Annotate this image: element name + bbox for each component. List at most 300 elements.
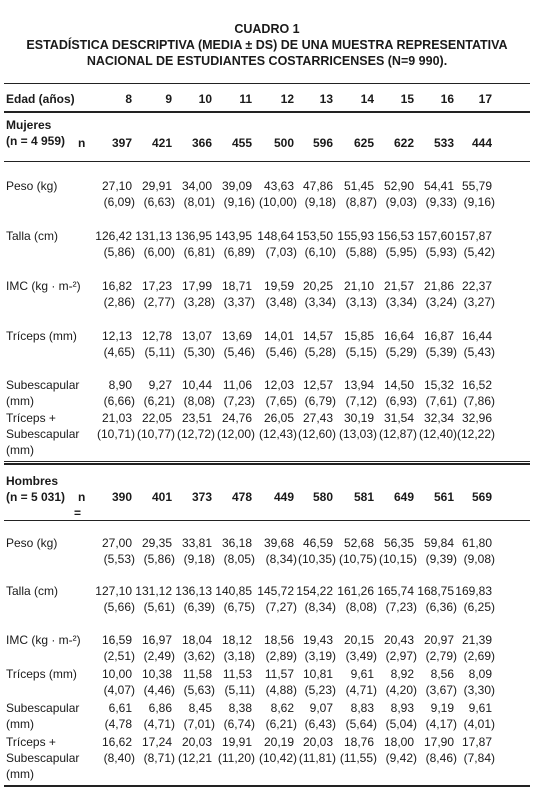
table-title-line-2: NACIONAL DE ESTUDIANTES COSTARRICENSES (N=9 990). [86,54,448,68]
sd-cell: (2,51) [103,649,135,663]
mean-cell: 54,41 [423,179,454,193]
mean-cell: 22,37 [461,279,492,293]
mean-cell: 13,07 [181,329,212,343]
mean-cell: 31,54 [383,411,414,425]
mean-cell: 9,27 [148,378,172,392]
mean-cell: 18,56 [263,633,294,647]
n-label: n [78,136,86,150]
row-label: Peso (kg) [6,179,58,193]
mean-cell: 13,69 [221,329,252,343]
count-cell: 366 [191,136,212,150]
n-label: n [78,490,86,504]
count-cell: 500 [273,136,294,150]
mean-cell: 21,86 [423,279,454,293]
row-label: Peso (kg) [6,536,58,550]
sd-cell: (12,72) [176,427,215,441]
count-cell: 580 [312,490,333,504]
row-label: Tríceps (mm) [6,329,77,343]
mean-cell: 131,13 [135,229,172,243]
mean-cell: 168,75 [417,584,454,598]
mean-cell: 27,43 [302,411,333,425]
count-cell: 622 [393,136,414,150]
mean-cell: 27,00 [101,536,132,550]
count-cell: 533 [433,136,454,150]
sd-cell: (8,01) [183,195,215,209]
mean-cell: 9,07 [309,701,333,715]
mean-cell: 59,84 [423,536,454,550]
header-age-16: 16 [440,92,454,106]
sd-cell: (6,21) [143,394,175,408]
sd-cell: (5,86) [143,552,175,566]
mean-cell: 8,45 [188,701,212,715]
sd-cell: (12,40) [418,427,457,441]
table-rule [4,463,530,465]
sd-cell: (5,11) [144,345,175,359]
count-cell: 444 [471,136,492,150]
mean-cell: 10,00 [101,667,132,681]
mean-cell: 17,24 [141,735,172,749]
sd-cell: (7,12) [345,394,377,408]
mean-cell: 20,19 [263,735,294,749]
mean-cell: 20,97 [423,633,454,647]
mean-cell: 16,82 [101,279,132,293]
mean-cell: 126,42 [95,229,132,243]
mean-cell: 20,25 [302,279,333,293]
header-age-8: 8 [125,92,132,106]
table-rule [4,461,530,462]
sd-cell: (3,62) [183,649,215,663]
sd-cell: (7,61) [425,394,457,408]
sd-cell: (2,79) [425,649,457,663]
row-label: (mm) [6,443,34,457]
mean-cell: 17,23 [141,279,172,293]
mean-cell: 8,90 [108,378,132,392]
table-rule [4,161,530,162]
mean-cell: 14,01 [263,329,294,343]
n-equals-sign: = [74,506,82,520]
count-cell: 596 [312,136,333,150]
count-cell: 421 [151,136,172,150]
mean-cell: 155,93 [337,229,374,243]
table-title-line-1: ESTADÍSTICA DESCRIPTIVA (MEDIA ± DS) DE UNA MUESTRA REPRESENTATIVA [26,38,508,52]
mean-cell: 16,64 [383,329,414,343]
mean-cell: 16,97 [141,633,172,647]
mean-cell: 16,44 [461,329,492,343]
sd-cell: (5,61) [143,600,175,614]
sd-cell: (6,63) [143,195,175,209]
sd-cell: (9,03) [385,195,417,209]
sd-cell: (3,34) [304,295,336,309]
sd-cell: (2,77) [143,295,175,309]
mean-cell: 140,85 [215,584,252,598]
mean-cell: 16,87 [423,329,454,343]
sd-cell: (9,42) [385,751,417,765]
mean-cell: 169,83 [455,584,492,598]
sd-cell: (5,04) [385,717,417,731]
sd-cell: (9,33) [425,195,457,209]
table-rule [4,111,530,113]
sd-cell: (2,86) [103,295,135,309]
mean-cell: 136,95 [175,229,212,243]
sd-cell: (5,93) [425,245,457,259]
mean-cell: 8,56 [430,667,454,681]
mean-cell: 32,96 [461,411,492,425]
mean-cell: 30,19 [343,411,374,425]
sd-cell: (7,03) [265,245,297,259]
sd-cell: (6,89) [223,245,255,259]
sd-cell: (7,01) [183,717,215,731]
count-cell: 390 [111,490,132,504]
mean-cell: 15,32 [423,378,454,392]
sd-cell: (5,29) [385,345,417,359]
sd-cell: (4,20) [385,683,417,697]
sd-cell: (5,88) [345,245,377,259]
mean-cell: 36,18 [221,536,252,550]
row-label: Talla (cm) [6,229,59,243]
mean-cell: 52,90 [383,179,414,193]
mean-cell: 18,00 [383,735,414,749]
sd-cell: (5,30) [183,345,215,359]
sd-cell: (12,21 [177,751,212,765]
sd-cell: (5,23) [304,683,336,697]
sd-cell: (8,46) [425,751,457,765]
mean-cell: 9,19 [430,701,454,715]
sd-cell: (6,79) [304,394,336,408]
mean-cell: 131,12 [135,584,172,598]
mean-cell: 24,76 [221,411,252,425]
mean-cell: 19,91 [221,735,252,749]
mean-cell: 26,05 [263,411,294,425]
sd-cell: (3,34) [385,295,417,309]
sd-cell: (3,24) [425,295,457,309]
sd-cell: (11,55) [339,751,377,765]
row-label: Tríceps (mm) [6,667,77,681]
row-label: Subescapular [6,751,80,765]
table-caption-number: CUADRO 1 [234,22,300,36]
sd-cell: (5,39) [425,345,457,359]
count-cell: 373 [191,490,212,504]
row-label: Subescapular [6,378,80,392]
header-age-17: 17 [478,92,492,106]
sd-cell: (9,18) [183,552,215,566]
mean-cell: 8,93 [390,701,414,715]
sd-cell: (5,66) [103,600,135,614]
sd-cell: (6,66) [103,394,135,408]
sd-cell: (6,09) [103,195,135,209]
mean-cell: 11,58 [182,667,212,681]
mean-cell: 8,38 [228,701,252,715]
sd-cell: (12,87) [378,427,417,441]
sd-cell: (3,49) [345,649,377,663]
header-age-14: 14 [360,92,374,106]
mean-cell: 12,57 [302,378,333,392]
sd-cell: (4,71) [143,717,175,731]
count-cell: 397 [111,136,132,150]
mean-cell: 16,62 [101,735,132,749]
group-sample-size: (n = 5 031) [6,490,66,504]
row-label: Tríceps + [6,735,56,749]
sd-cell: (6,39) [183,600,215,614]
mean-cell: 157,60 [417,229,454,243]
sd-cell: (10,00) [258,195,297,209]
mean-cell: 43,63 [263,179,294,193]
sd-cell: (10,15) [378,552,417,566]
sd-cell: (6,25) [463,600,495,614]
sd-cell: (3,30) [463,683,495,697]
mean-cell: 20,03 [181,735,212,749]
sd-cell: (9,18) [304,195,336,209]
sd-cell: (12,00) [216,427,255,441]
sd-cell: (5,53) [103,552,135,566]
row-label: (mm) [6,717,34,731]
sd-cell: (8,87) [345,195,377,209]
sd-cell: (6,75) [223,600,255,614]
sd-cell: (11,81) [298,751,336,765]
sd-cell: (11,20) [217,751,255,765]
mean-cell: 11,53 [222,667,252,681]
header-age-label: Edad (años) [6,92,75,106]
mean-cell: 19,43 [302,633,333,647]
sd-cell: (2,89) [265,649,297,663]
mean-cell: 6,86 [148,701,172,715]
sd-cell: (8,08) [345,600,377,614]
mean-cell: 55,79 [461,179,492,193]
sd-cell: (10,77) [136,427,175,441]
sd-cell: (12,60) [297,427,336,441]
sd-cell: (3,28) [183,295,215,309]
mean-cell: 8,83 [350,701,374,715]
mean-cell: 17,87 [461,735,492,749]
mean-cell: 20,03 [302,735,333,749]
mean-cell: 148,64 [257,229,294,243]
count-cell: 561 [433,490,454,504]
count-cell: 649 [393,490,414,504]
mean-cell: 10,81 [302,667,333,681]
sd-cell: (9,08) [463,552,495,566]
mean-cell: 14,57 [302,329,333,343]
sd-cell: (6,36) [425,600,457,614]
sd-cell: (3,19) [304,649,336,663]
mean-cell: 8,09 [468,667,492,681]
mean-cell: 154,22 [296,584,333,598]
table-rule [4,520,530,521]
mean-cell: 23,51 [181,411,212,425]
sd-cell: (9,39) [425,552,457,566]
sd-cell: (4,46) [143,683,175,697]
row-label: IMC (kg · m-²) [6,633,81,647]
mean-cell: 165,74 [377,584,414,598]
sd-cell: (10,75) [338,552,377,566]
row-label: Subescapular [6,427,80,441]
mean-cell: 18,04 [181,633,212,647]
group-title: Hombres [6,474,59,488]
mean-cell: 47,86 [302,179,333,193]
header-age-15: 15 [400,92,414,106]
sd-cell: (6,74) [223,717,255,731]
mean-cell: 143,95 [215,229,252,243]
mean-cell: 15,85 [343,329,374,343]
count-cell: 478 [231,490,252,504]
mean-cell: 8,62 [270,701,294,715]
mean-cell: 127,10 [95,584,132,598]
sd-cell: (5,95) [385,245,417,259]
sd-cell: (7,84) [463,751,495,765]
sd-cell: (4,88) [265,683,297,697]
row-label: Tríceps + [6,411,56,425]
mean-cell: 17,99 [181,279,212,293]
sd-cell: (12,43) [258,427,297,441]
sd-cell: (5,46) [223,345,255,359]
sd-cell: (6,10) [304,245,336,259]
mean-cell: 33,81 [181,536,212,550]
table-rule [4,785,530,787]
header-age-9: 9 [165,92,172,106]
sd-cell: (5,15) [345,345,377,359]
count-cell: 401 [151,490,172,504]
mean-cell: 156,53 [377,229,414,243]
mean-cell: 21,10 [343,279,374,293]
sd-cell: (6,93) [385,394,417,408]
table-rule [4,83,530,84]
sd-cell: (9,16) [463,195,495,209]
mean-cell: 34,00 [181,179,212,193]
row-label: IMC (kg · m-²) [6,279,81,293]
sd-cell: (6,00) [143,245,175,259]
mean-cell: 18,76 [343,735,374,749]
sd-cell: (3,27) [463,295,495,309]
sd-cell: (2,69) [463,649,495,663]
sd-cell: (2,49) [143,649,175,663]
sd-cell: (8,34) [265,552,297,566]
mean-cell: 19,59 [263,279,294,293]
sd-cell: (3,67) [425,683,457,697]
sd-cell: (9,16) [223,195,255,209]
mean-cell: 11,06 [222,378,252,392]
mean-cell: 21,57 [383,279,414,293]
mean-cell: 10,44 [181,378,212,392]
mean-cell: 157,87 [455,229,492,243]
sd-cell: (10,71) [96,427,135,441]
sd-cell: (3,37) [223,295,255,309]
header-age-12: 12 [280,92,294,106]
row-label: Subescapular [6,701,80,715]
sd-cell: (4,07) [103,683,135,697]
mean-cell: 20,43 [383,633,414,647]
sd-cell: (7,23) [385,600,417,614]
mean-cell: 29,91 [141,179,172,193]
sd-cell: (5,64) [345,717,377,731]
mean-cell: 136,13 [175,584,212,598]
mean-cell: 39,68 [263,536,294,550]
mean-cell: 51,45 [343,179,374,193]
mean-cell: 22,05 [141,411,172,425]
mean-cell: 17,90 [423,735,454,749]
count-cell: 449 [273,490,294,504]
mean-cell: 13,94 [343,378,374,392]
sd-cell: (8,08) [183,394,215,408]
mean-cell: 9,61 [468,701,492,715]
mean-cell: 10,38 [141,667,172,681]
sd-cell: (3,13) [345,295,377,309]
sd-cell: (10,35) [297,552,336,566]
sd-cell: (5,63) [183,683,215,697]
mean-cell: 32,34 [423,411,454,425]
mean-cell: 21,39 [461,633,492,647]
mean-cell: 9,61 [350,667,374,681]
sd-cell: (7,23) [223,394,255,408]
sd-cell: (3,48) [265,295,297,309]
sd-cell: (6,43) [304,717,336,731]
group-title: Mujeres [6,118,52,132]
mean-cell: 21,03 [101,411,132,425]
row-label: Talla (cm) [6,584,59,598]
row-label: (mm) [6,767,34,781]
header-age-11: 11 [239,92,252,106]
mean-cell: 16,52 [461,378,492,392]
count-cell: 625 [353,136,374,150]
mean-cell: 18,71 [221,279,252,293]
sd-cell: (8,05) [223,552,255,566]
mean-cell: 61,80 [461,536,492,550]
mean-cell: 161,26 [337,584,374,598]
sd-cell: (5,42) [463,245,495,259]
count-cell: 581 [353,490,374,504]
count-cell: 455 [231,136,252,150]
sd-cell: (4,78 [104,717,132,731]
sd-cell: (5,86) [103,245,135,259]
sd-cell: (8,40) [103,751,135,765]
mean-cell: 12,13 [101,329,132,343]
sd-cell: (4,71) [345,683,377,697]
sd-cell: (4,01) [463,717,495,731]
mean-cell: 18,12 [221,633,252,647]
sd-cell: (6,81) [183,245,215,259]
mean-cell: 14,50 [383,378,414,392]
sd-cell: (5,11) [224,683,255,697]
row-label: (mm) [6,394,34,408]
mean-cell: 8,92 [390,667,414,681]
sd-cell: (4,65) [103,345,135,359]
sd-cell: (7,27) [265,600,297,614]
mean-cell: 27,10 [101,179,132,193]
count-cell: 569 [471,490,492,504]
sd-cell: (13,03) [338,427,377,441]
mean-cell: 12,78 [141,329,172,343]
mean-cell: 20,15 [343,633,374,647]
mean-cell: 39,09 [221,179,252,193]
sd-cell: (6,21) [265,717,297,731]
group-sample-size: (n = 4 959) [6,134,66,148]
mean-cell: 11,57 [264,667,294,681]
sd-cell: (5,46) [265,345,297,359]
sd-cell: (2,97) [385,649,417,663]
sd-cell: (7,65) [265,394,297,408]
sd-cell: (10,42) [258,751,297,765]
mean-cell: 153,50 [296,229,333,243]
sd-cell: (7,86) [463,394,495,408]
header-age-10: 10 [198,92,212,106]
sd-cell: (5,43) [463,345,495,359]
mean-cell: 145,72 [257,584,294,598]
sd-cell: (12,22) [456,427,495,441]
mean-cell: 46,59 [302,536,333,550]
mean-cell: 52,68 [343,536,374,550]
mean-cell: 56,35 [383,536,414,550]
mean-cell: 12,03 [263,378,294,392]
header-age-13: 13 [319,92,333,106]
sd-cell: (5,28) [304,345,336,359]
mean-cell: 6,61 [108,701,132,715]
